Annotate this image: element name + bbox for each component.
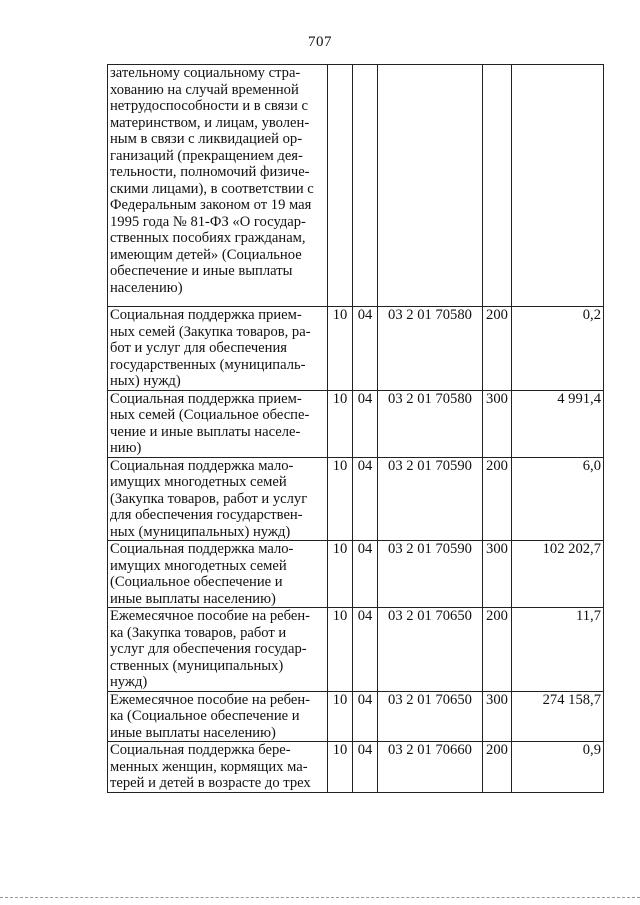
amount-value: 0,2	[512, 307, 604, 391]
description-line: нужд)	[110, 674, 148, 690]
subsection-code: 04	[353, 390, 378, 457]
description-line: имущих многодетных семей	[110, 557, 287, 574]
subsection-code	[353, 65, 378, 307]
row-description	[108, 691, 328, 742]
table-row	[108, 742, 604, 793]
description-line: Федеральным законом от 19 мая	[110, 197, 312, 213]
expense-type-code: 200	[483, 307, 512, 391]
description-line: ка (Социальное обеспечение и	[110, 708, 300, 724]
subsection-code: 04	[353, 457, 378, 541]
description-line: ным в связи с ликвидацией ор-	[110, 131, 303, 147]
description-line: нию)	[110, 440, 142, 456]
description-line: Социальная поддержка мало-	[110, 457, 294, 474]
description-line: услуг для обеспечения государ-	[110, 641, 307, 657]
description-line: Ежемесячное пособие на ребен-	[110, 691, 310, 708]
description-line: для обеспечения государствен-	[110, 507, 303, 523]
description-line: ственных (муниципальных)	[110, 657, 284, 674]
description-line: ственных пособиях гражданам,	[110, 230, 306, 246]
description-line: 1995 года № 81-ФЗ «О государ-	[110, 213, 306, 230]
table-row	[108, 390, 604, 457]
section-code: 10	[328, 457, 353, 541]
description-line: государственных (муниципаль-	[110, 356, 306, 373]
table-row	[108, 457, 604, 541]
description-line: нетрудоспособности и в связи с	[110, 98, 308, 114]
description-line: тельности, полномочий физиче-	[110, 164, 310, 180]
description-line: терей и детей в возрасте до трех	[110, 775, 311, 791]
expense-type-code: 300	[483, 691, 512, 742]
description-line: Социальная поддержка мало-	[110, 541, 294, 557]
description-line: обеспечение и иные выплаты	[110, 263, 293, 279]
target-article-code	[378, 65, 483, 307]
amount-value: 6,0	[512, 457, 604, 541]
description-line: Ежемесячное пособие на ребен-	[110, 608, 310, 624]
description-line: скими лицами), в соответствии с	[110, 180, 314, 197]
row-description	[108, 65, 328, 307]
subsection-code: 04	[353, 307, 378, 391]
description-line: ных семей (Социальное обеспе-	[110, 407, 310, 423]
budget-table	[107, 64, 604, 793]
description-line: хованию на случай временной	[110, 81, 299, 98]
expense-type-code: 200	[483, 742, 512, 793]
description-line: чение и иные выплаты населе-	[110, 423, 301, 440]
amount-value: 102 202,7	[512, 541, 604, 608]
description-line: Социальная поддержка прием-	[110, 307, 302, 323]
description-line: бот и услуг для обеспечения	[110, 340, 287, 356]
target-article-code: 03 2 01 70650	[378, 608, 483, 692]
amount-value	[512, 65, 604, 307]
section-code: 10	[328, 307, 353, 391]
description-line: имеющим детей» (Социальное	[110, 246, 302, 263]
row-description	[108, 390, 328, 457]
section-code: 10	[328, 608, 353, 692]
description-line: зательному социальному стра-	[110, 65, 301, 81]
row-description	[108, 457, 328, 541]
description-line: (Закупка товаров, работ и услуг	[110, 490, 308, 507]
amount-value: 274 158,7	[512, 691, 604, 742]
section-code: 10	[328, 541, 353, 608]
expense-type-code: 200	[483, 608, 512, 692]
description-line: имущих многодетных семей	[110, 474, 287, 490]
section-code: 10	[328, 691, 353, 742]
description-line: ганизаций (прекращением дея-	[110, 147, 303, 164]
row-description	[108, 307, 328, 391]
table-row	[108, 307, 604, 391]
description-line: Социальная поддержка бере-	[110, 742, 291, 758]
section-code	[328, 65, 353, 307]
description-line: ка (Закупка товаров, работ и	[110, 624, 287, 641]
target-article-code: 03 2 01 70580	[378, 307, 483, 391]
description-line: населению)	[110, 279, 183, 296]
section-code: 10	[328, 742, 353, 793]
target-article-code: 03 2 01 70650	[378, 691, 483, 742]
amount-value: 0,9	[512, 742, 604, 793]
subsection-code: 04	[353, 691, 378, 742]
row-description	[108, 541, 328, 608]
table-row	[108, 541, 604, 608]
subsection-code: 04	[353, 541, 378, 608]
description-line: (Социальное обеспечение и	[110, 574, 283, 590]
description-line: материнством, и лицам, уволен-	[110, 114, 310, 131]
description-line: иные выплаты населению)	[110, 724, 276, 741]
page-bottom-edge	[0, 897, 640, 898]
target-article-code: 03 2 01 70590	[378, 541, 483, 608]
table-row	[108, 65, 604, 307]
page-number: 707	[308, 34, 332, 50]
expense-type-code: 300	[483, 541, 512, 608]
description-line: ных) нужд)	[110, 373, 181, 389]
description-line: ных (муниципальных) нужд)	[110, 523, 291, 540]
row-description	[108, 608, 328, 692]
description-line: иные выплаты населению)	[110, 590, 276, 607]
subsection-code: 04	[353, 742, 378, 793]
expense-type-code: 300	[483, 390, 512, 457]
expense-type-code: 200	[483, 457, 512, 541]
subsection-code: 04	[353, 608, 378, 692]
description-line: Социальная поддержка прием-	[110, 390, 302, 407]
description-line: менных женщин, кормящих ма-	[110, 758, 308, 775]
target-article-code: 03 2 01 70660	[378, 742, 483, 793]
row-description	[108, 742, 328, 793]
section-code: 10	[328, 390, 353, 457]
expense-type-code	[483, 65, 512, 307]
amount-value: 11,7	[512, 608, 604, 692]
table-row	[108, 608, 604, 692]
target-article-code: 03 2 01 70590	[378, 457, 483, 541]
budget-table-body	[108, 65, 604, 793]
amount-value: 4 991,4	[512, 390, 604, 457]
table-row	[108, 691, 604, 742]
description-line: ных семей (Закупка товаров, ра-	[110, 323, 311, 340]
target-article-code: 03 2 01 70580	[378, 390, 483, 457]
